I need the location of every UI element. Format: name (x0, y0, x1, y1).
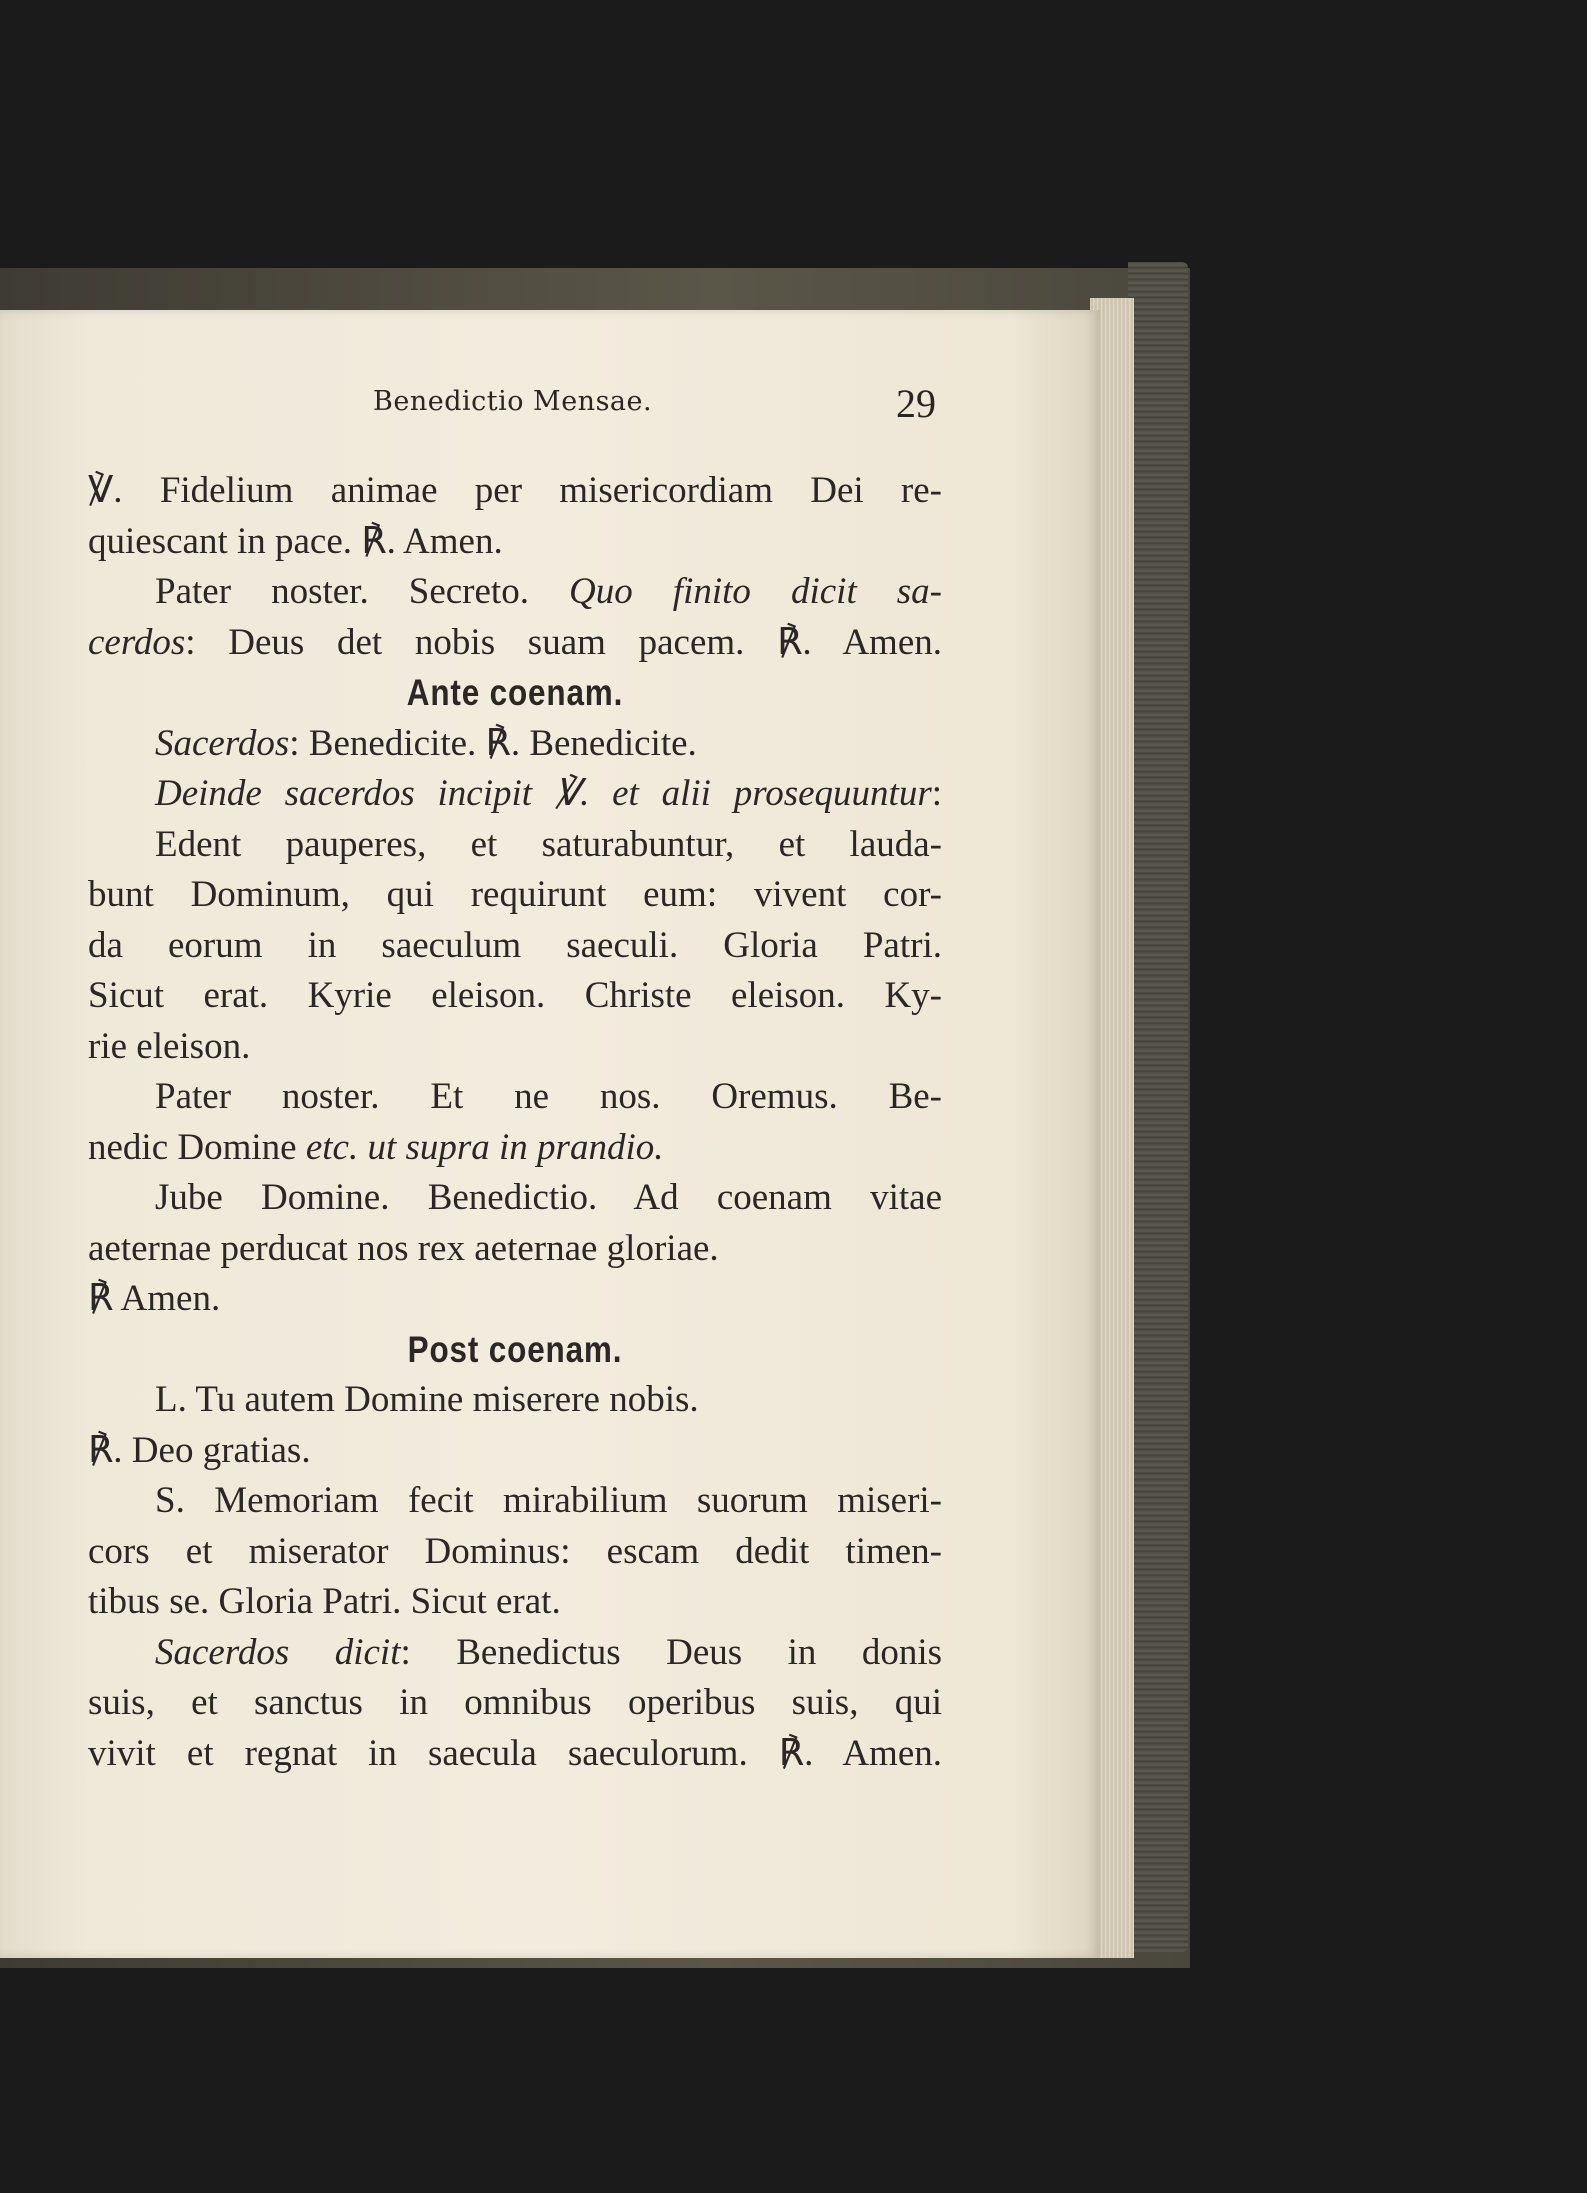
text-span: Pater noster. Secreto. (155, 571, 570, 612)
text-line (88, 1628, 942, 1679)
text-span: nedic Domine (88, 1126, 306, 1168)
text-line: Jube Domine. Benedictio. Ad coenam vitae (155, 1177, 942, 1218)
text-line: vivit et regnat in saecula saeculorum. ℟. Amen. (88, 1732, 942, 1774)
section-heading: Post coenam. (407, 1328, 623, 1370)
text-line (88, 719, 942, 770)
page-number: 29 (896, 381, 936, 426)
page-header (0, 380, 1587, 440)
italic-span: Sacerdos (155, 722, 290, 764)
italic-span: cerdos (88, 621, 186, 663)
italic-span: etc. ut supra in prandio. (305, 1126, 664, 1168)
text-line: Pater noster. Et ne nos. Oremus. Be- (155, 1076, 942, 1117)
text-line: quiescant in pace. ℟. Amen. (88, 520, 503, 562)
text-line: Sicut erat. Kyrie eleison. Christe eleison. Ky- (88, 975, 942, 1016)
text-line: aeternae perducat nos rex aeternae gloriae. (88, 1227, 719, 1269)
text-line: ℣. Fidelium animae per misericordiam Dei re- (88, 470, 942, 511)
text-line (88, 1123, 942, 1174)
text-line (88, 769, 942, 820)
book-cover-spine (1128, 262, 1188, 1952)
text-line: tibus se. Gloria Patri. Sicut erat. (88, 1581, 561, 1622)
running-title: Benedictio Mensae. (373, 386, 653, 417)
text-line (88, 567, 942, 618)
text-line: S. Memoriam fecit mirabilium suorum miseri- (155, 1480, 942, 1521)
text-line: Edent pauperes, et saturabuntur, et lauda- (155, 823, 942, 865)
text-line: cors et miserator Dominus: escam dedit timen- (88, 1530, 942, 1572)
section-heading: Ante coenam. (406, 672, 624, 713)
text-line: ℟ Amen. (88, 1278, 221, 1319)
italic-span: Sacerdos dicit (155, 1631, 401, 1673)
text-span: : Benedicite. ℟. Benedicite. (289, 722, 697, 764)
text-line: suis, et sanctus in omnibus operibus suis, qui (88, 1682, 942, 1723)
text-span: : (931, 773, 942, 814)
text-span: : Deus det nobis suam pacem. ℟. Amen. (185, 621, 942, 663)
text-line (88, 618, 942, 669)
text-line: rie eleison. (88, 1025, 251, 1067)
text-line: ℟. Deo gratias. (88, 1429, 311, 1471)
body-text (88, 466, 942, 1779)
text-line: bunt Dominum, qui requirunt eum: vivent cor- (88, 874, 942, 915)
italic-span: Deinde sacerdos incipit ℣. et alii prosequuntur (155, 773, 932, 814)
text-line: L. Tu autem Domine miserere nobis. (155, 1379, 699, 1420)
italic-span: Quo finito dicit sa- (569, 571, 942, 612)
text-line: da eorum in saeculum saeculi. Gloria Patri. (88, 924, 942, 966)
text-span: : Benedictus Deus in donis (400, 1631, 943, 1673)
